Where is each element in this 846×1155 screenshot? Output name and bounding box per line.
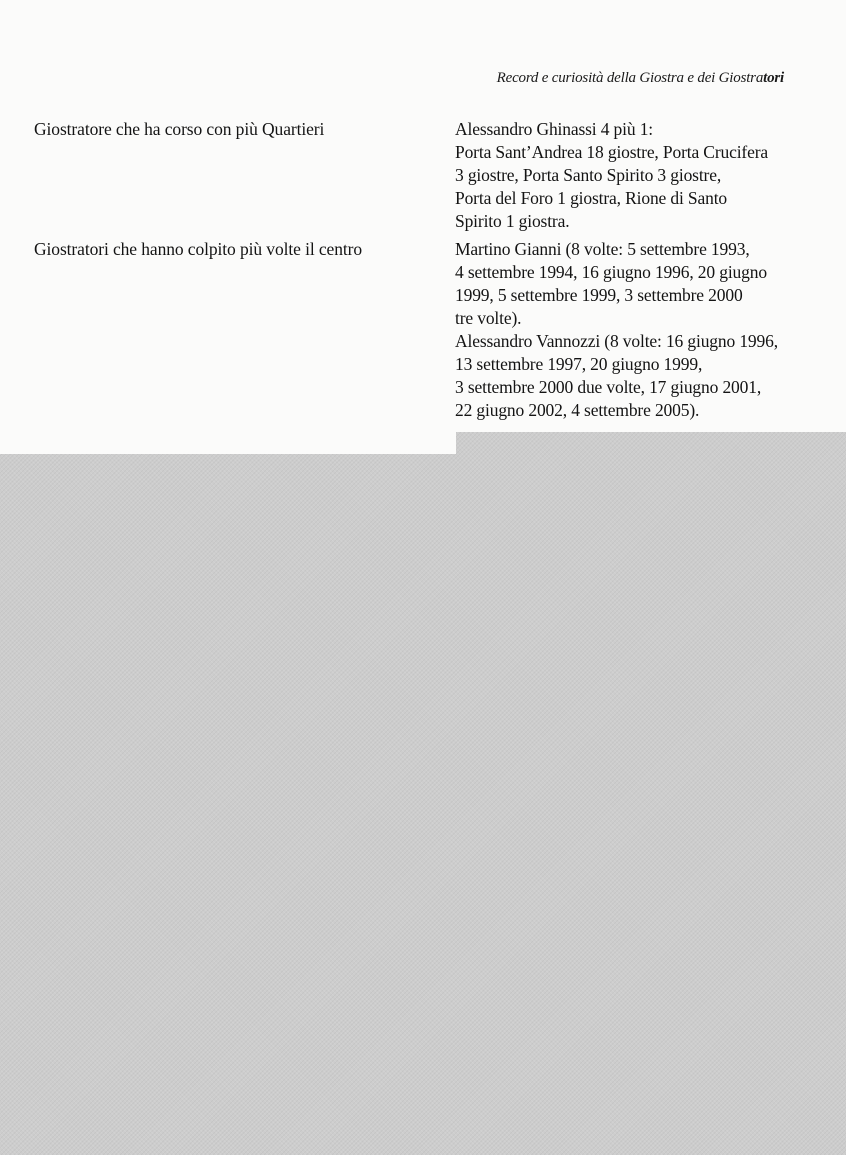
record-value: [455, 238, 795, 422]
record-label: Giostratori che hanno colpito più volte il centro: [34, 239, 363, 259]
record-value-line: 22 giugno 2002, 4 settembre 2005).: [455, 400, 700, 420]
record-label: Giostratore che ha corso con più Quartieri: [34, 119, 325, 139]
record-value-line: tre volte).: [455, 308, 522, 328]
record-value-line: Porta Sant’Andrea 18 giostre, Porta Crucifera: [455, 142, 769, 162]
record-value-line: Spirito 1 giostra.: [455, 211, 570, 231]
record-value-line: Porta del Foro 1 giostra, Rione di Santo: [455, 188, 728, 208]
record-value-line: Alessandro Ghinassi 4 più 1:: [455, 119, 654, 139]
running-header-bold: tori: [763, 70, 784, 86]
redaction-overlay: [0, 432, 846, 1155]
record-value-line: 4 settembre 1994, 16 giugno 1996, 20 giugno: [455, 262, 767, 282]
record-value-line: 3 giostre, Porta Santo Spirito 3 giostre,: [455, 165, 722, 185]
record-value-line: 13 settembre 1997, 20 giugno 1999,: [455, 354, 703, 374]
record-value-line: Alessandro Vannozzi (8 volte: 16 giugno 1996,: [455, 331, 778, 351]
visible-text-strip: [0, 432, 456, 454]
record-value-line: Martino Gianni (8 volte: 5 settembre 1993,: [455, 239, 750, 259]
running-header: [497, 70, 784, 87]
record-value-line: 1999, 5 settembre 1999, 3 settembre 2000: [455, 285, 743, 305]
record-value-line: 3 settembre 2000 due volte, 17 giugno 2001,: [455, 377, 762, 397]
record-value: [455, 118, 795, 233]
running-header-text: Record e curiosità della Giostra e dei Giostra: [496, 70, 764, 86]
